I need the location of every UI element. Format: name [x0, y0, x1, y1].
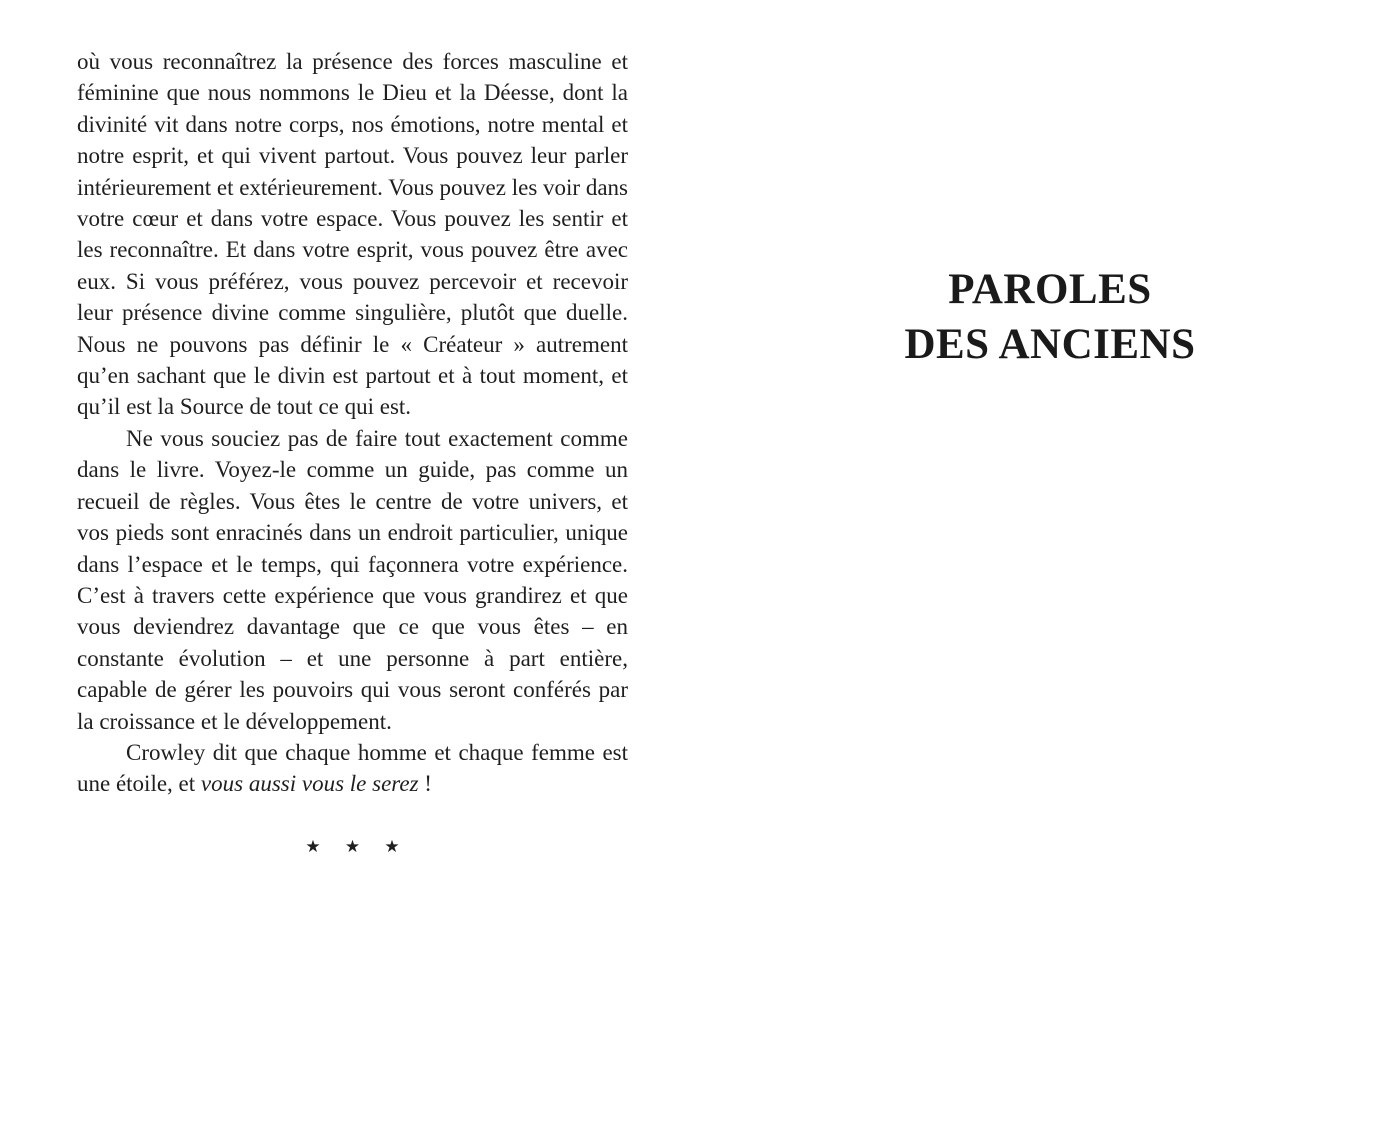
star-icon: ★ — [305, 837, 321, 856]
chapter-title-line-1: PAROLES — [948, 266, 1152, 313]
paragraph-3-ending: ! — [418, 771, 432, 797]
right-page — [700, 262, 1400, 372]
paragraph-3-text: Crowley dit que chaque homme et chaque femme est une étoile, et — [77, 739, 628, 797]
star-icon: ★ — [344, 837, 361, 856]
paragraph-3-italic: vous aussi vous le serez — [200, 771, 419, 797]
chapter-title-line-2: DES ANCIENS — [904, 321, 1196, 368]
star-icon: ★ — [384, 837, 400, 856]
section-separator — [77, 837, 628, 857]
paragraph-1: où vous reconnaîtrez la présence des forces masculine et féminine que nous nommons le Dieu et la Déesse, dont la divinité vit dans notre corps, nos émotions, notre mental et notre esprit, et qui vivent partout. Vous pouvez leur parler intérieurement et extérieurement. Vous pouvez les voir dans votre cœur et dans votre espace. Vous pouvez les sentir et les reconnaître. Et dans votre esprit, vous pouvez être avec eux. Si vous préférez, vous pouvez percevoir et recevoir leur présence divine comme singulière, plutôt que duelle. Nous ne pouvons pas définir le « Créateur » autrement qu’en sachant que le divin est partout et à tout moment, et qu’il est la Source de tout ce qui est. — [77, 49, 628, 420]
paragraph-2: Ne vous souciez pas de faire tout exactement comme dans le livre. Voyez-le comme un guide, pas comme un recueil de règles. Vous êtes le centre de votre univers, et vos pieds sont enracinés dans un endroit particulier, unique dans l’espace et le temps, qui façonnera votre expérience. C’est à travers cette expérience que vous grandirez et que vous deviendrez davantage que ce que vous êtes – en constante évolution – et une personne à part entière, capable de gérer les pouvoirs qui vous seront conférés par la croissance et le développement. — [77, 425, 628, 734]
chapter-title — [700, 262, 1400, 372]
paragraph-3 — [77, 737, 628, 800]
left-page — [77, 46, 628, 800]
